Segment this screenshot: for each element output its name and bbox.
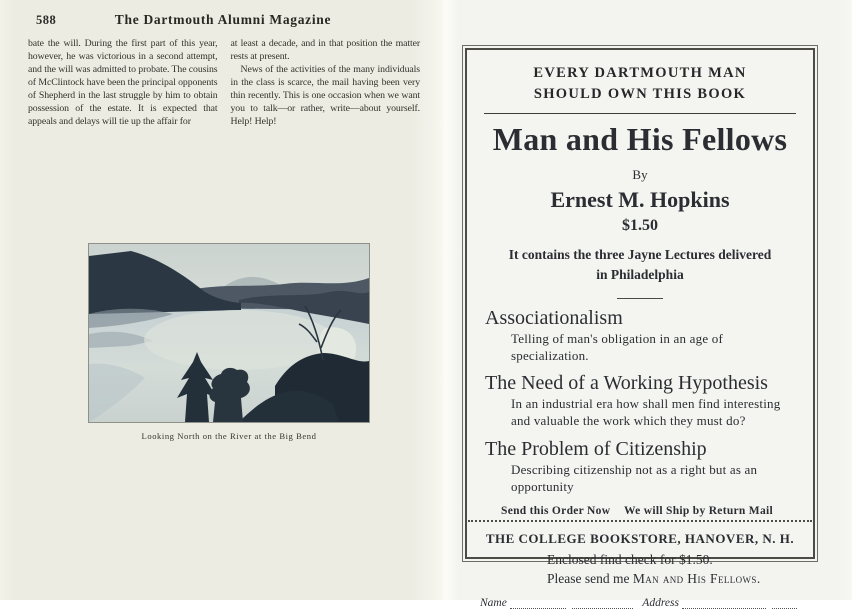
- article-column-1: [28, 37, 218, 128]
- short-divider: [617, 298, 663, 299]
- dotted-divider: [468, 520, 812, 522]
- order-form-line: [477, 597, 803, 609]
- section-description: Describing citizenship not as a right but as an opportunity: [511, 462, 758, 495]
- order-instruction-send: Please send me Man and His Fellows.: [547, 571, 761, 587]
- order-instructions: [477, 550, 803, 588]
- article-paragraph: bate the will. During the first part of this year, however, he was victorious in a second attempt, and the will was admitted to probate. The cousins of McClintock have been the principal opponents of Shepherd in the last struggle by him to obtain possession of the estate. It is expected that appeals and delays will tie up the affair for: [28, 38, 218, 127]
- order-instruction-check: Enclosed find check for $1.50.: [547, 552, 713, 567]
- article-paragraph: News of the activities of the many individuals in the class is scarce, the mail having been very thin recently. This is one occasion when we want you to talk—or rather, write—about yourself. Help! Help!: [230, 64, 420, 127]
- river-photo: [88, 243, 370, 423]
- dotted-leader: [682, 599, 766, 609]
- river-photo-illustration: [89, 244, 369, 422]
- book-price: $1.50: [622, 217, 658, 235]
- order-cta-row: [477, 505, 803, 517]
- dotted-leader: [510, 599, 566, 609]
- order-cta: Send this Order Now: [501, 505, 611, 517]
- book-title-smallcaps: Man and His Fellows: [632, 571, 757, 587]
- lecture-sections: [477, 307, 803, 496]
- photo-caption: Looking North on the River at the Big Bend: [141, 431, 317, 441]
- article-columns: [28, 37, 420, 128]
- section-description: In an industrial era how shall men find interesting and valuable the work which they must do?: [511, 396, 781, 429]
- ship-note: We will Ship by Return Mail: [624, 505, 773, 517]
- ad-box-border: [462, 45, 818, 609]
- byline: By: [632, 167, 648, 183]
- section-heading-working-hypothesis: The Need of a Working Hypothesis: [485, 372, 768, 395]
- section-heading-citizenship: The Problem of Citizenship: [485, 438, 707, 461]
- dotted-leader: [572, 599, 634, 609]
- bookstore-name: THE COLLEGE BOOKSTORE, HANOVER, N. H.: [485, 531, 795, 546]
- page-number: 588: [36, 13, 57, 27]
- lecture-note-line1: It contains the three Jayne Lectures delivered: [508, 247, 772, 263]
- ad-tagline-line1: EVERY DARTMOUTH MAN: [533, 65, 747, 81]
- section-heading-associationalism: Associationalism: [485, 306, 623, 329]
- author-name: Ernest M. Hopkins: [550, 187, 730, 213]
- address-label: Address: [642, 597, 679, 609]
- right-page: [446, 0, 852, 609]
- name-label: Name: [480, 597, 507, 609]
- ad-tagline-line2: SHOULD OWN THIS BOOK: [533, 85, 747, 102]
- section-description: Telling of man's obligation in an age of specialization.: [511, 330, 723, 363]
- article-column-2: [231, 37, 421, 128]
- lecture-note: [477, 245, 803, 286]
- magazine-title: The Dartmouth Alumni Magazine: [114, 12, 332, 27]
- horizontal-rule: [484, 113, 796, 114]
- lecture-note-line2: in Philadelphia: [596, 267, 684, 283]
- dotted-leader: [772, 599, 797, 609]
- book-title: Man and His Fellows: [492, 121, 788, 158]
- ad-tagline: [477, 63, 803, 104]
- article-paragraph: at least a decade, and in that position the matter rests at present.: [230, 38, 420, 62]
- ad-box: [465, 48, 815, 609]
